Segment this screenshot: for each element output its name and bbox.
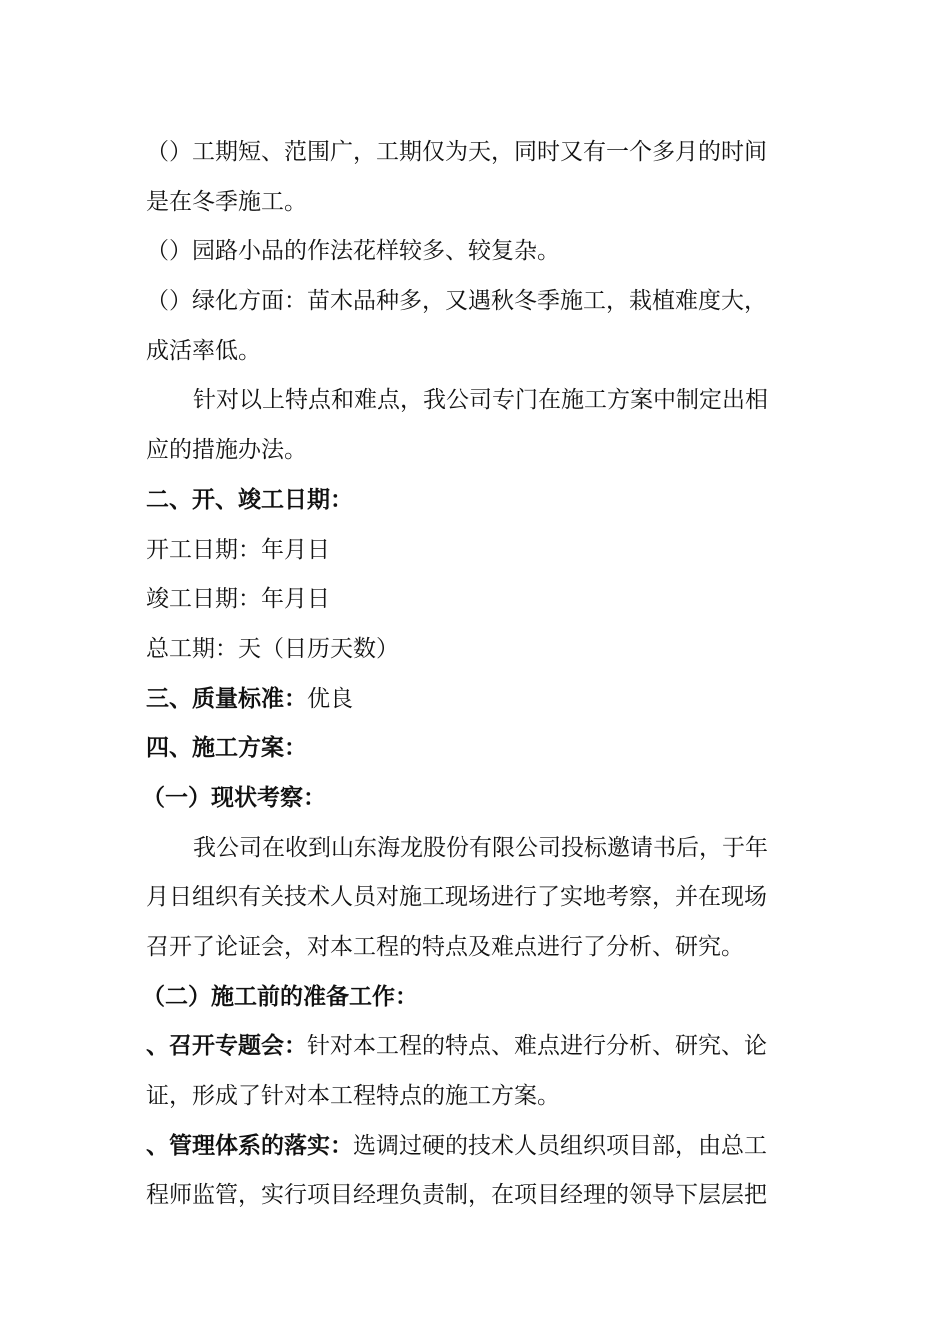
- subsection-heading: （二）施工前的准备工作：: [142, 983, 418, 1010]
- section-heading: 四、施工方案：: [146, 735, 307, 762]
- paragraph-line: 证，形成了针对本工程特点的施工方案。: [146, 1083, 560, 1110]
- paragraph-line: 应的措施办法。: [146, 437, 307, 464]
- paragraph-line: 召开了论证会，对本工程的特点及难点进行了分析、研究。: [146, 934, 744, 960]
- subsection-heading: （一）现状考察：: [142, 784, 326, 811]
- item-heading: 、管理体系的落实：: [146, 1132, 353, 1159]
- paragraph-line: 程师监管，实行项目经理负责制，在项目经理的领导下层层把: [146, 1182, 767, 1209]
- item-text: 针对本工程的特点、难点进行分析、研究、论: [307, 1033, 767, 1060]
- paragraph-line: 成活率低。: [146, 337, 261, 364]
- paragraph-line: 针对以上特点和难点，我公司专门在施工方案中制定出相: [193, 387, 768, 414]
- section-heading: 三、质量标准：: [146, 685, 307, 712]
- paragraph-line: 我公司在收到山东海龙股份有限公司投标邀请书后，于年: [193, 834, 768, 861]
- section-heading-line: [146, 675, 808, 725]
- paragraph-line: （）绿化方面：苗木品种多，又遇秋冬季施工，栽植难度大，: [146, 288, 767, 315]
- paragraph-line: 总工期：天（日历天数）: [146, 635, 399, 662]
- heading-value: 优良: [307, 685, 353, 712]
- list-item-line: [146, 1022, 808, 1072]
- item-text: 选调过硬的技术人员组织项目部，由总工: [353, 1132, 767, 1159]
- paragraph-line: 开工日期：年月日: [146, 536, 330, 563]
- document-page: [142, 128, 808, 1221]
- paragraph-line: 竣工日期：年月日: [146, 586, 330, 613]
- paragraph-line: （）园路小品的作法花样较多、较复杂。: [146, 238, 560, 265]
- paragraph-line: （）工期短、范围广，工期仅为天，同时又有一个多月的时间: [146, 139, 767, 165]
- paragraph-line: 是在冬季施工。: [146, 188, 307, 215]
- paragraph-line: 月日组织有关技术人员对施工现场进行了实地考察，并在现场: [146, 884, 767, 911]
- section-heading: 二、开、竣工日期：: [146, 486, 353, 513]
- list-item-line: [146, 1122, 808, 1172]
- item-heading: 、召开专题会：: [146, 1033, 307, 1060]
